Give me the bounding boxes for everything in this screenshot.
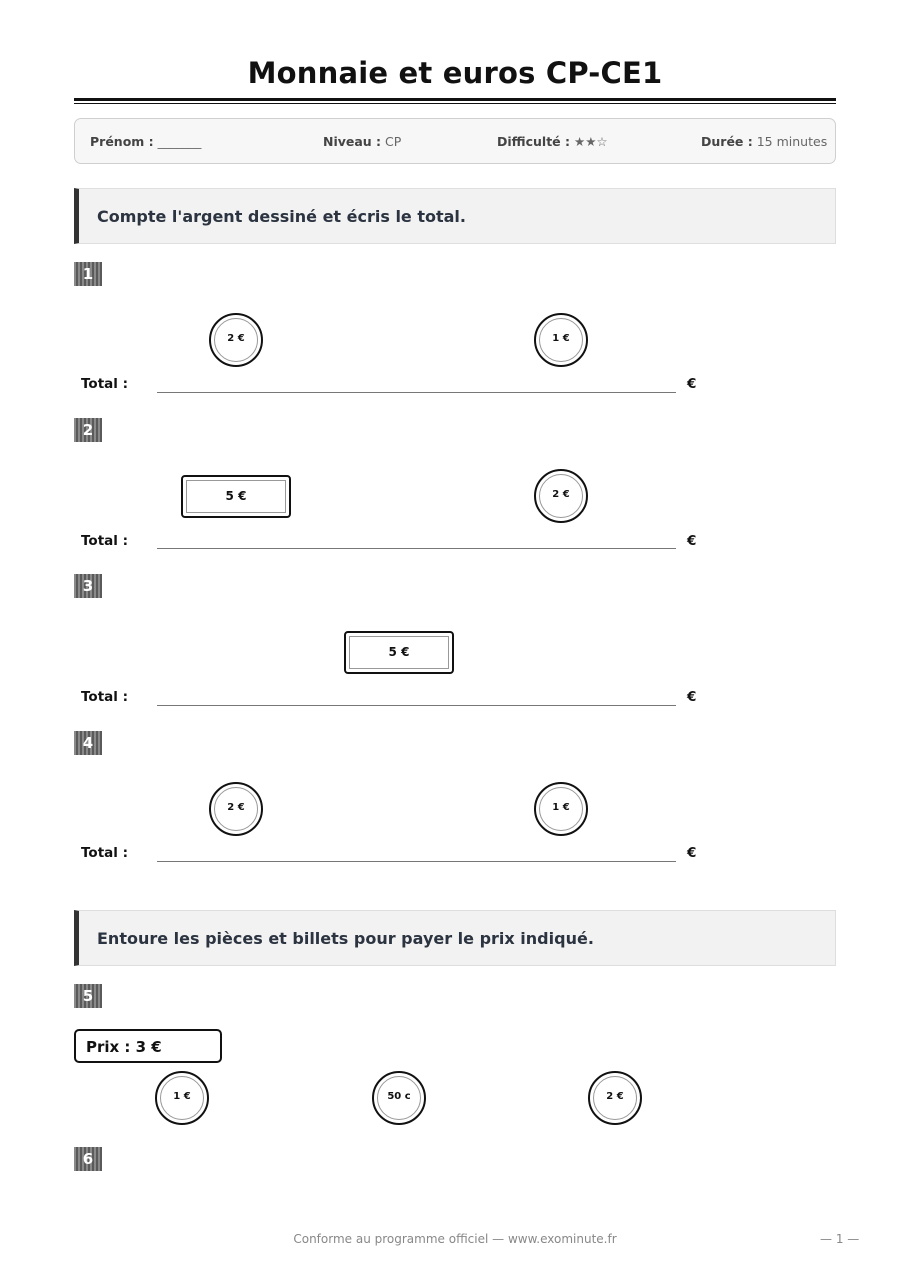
info-duree <box>701 134 827 149</box>
section-instruction <box>74 188 836 244</box>
coin <box>534 469 588 523</box>
bill-label: 5 € <box>388 645 410 659</box>
info-box <box>74 118 836 164</box>
coin <box>209 782 263 836</box>
duree-value: 15 minutes <box>756 134 828 149</box>
title-rule <box>74 98 836 101</box>
price-label: Prix : 3 € <box>86 1038 162 1056</box>
total-unit: € <box>687 689 697 705</box>
exercise-number: 5 <box>74 984 102 1008</box>
bill <box>344 631 454 674</box>
total-unit: € <box>687 376 697 392</box>
exercise-number: 4 <box>74 731 102 755</box>
title-rule-thin <box>74 103 836 104</box>
exercise-number: 2 <box>74 418 102 442</box>
difficulte-label: Difficulté : <box>497 134 570 149</box>
coin[interactable] <box>155 1071 209 1125</box>
coin-label: 1 € <box>173 1091 191 1102</box>
coin-label: 50 c <box>387 1091 411 1102</box>
total-label: Total : <box>81 533 128 549</box>
total-answer-line[interactable] <box>157 548 676 549</box>
info-prenom[interactable] <box>90 134 201 149</box>
prenom-value: _______ <box>157 134 202 149</box>
coin-label: 2 € <box>552 489 570 500</box>
section-instruction-text: Compte l'argent dessiné et écris le total. <box>97 207 466 226</box>
total-answer-line[interactable] <box>157 705 676 706</box>
bill <box>181 475 291 518</box>
coin[interactable] <box>372 1071 426 1125</box>
coin-label: 2 € <box>227 802 245 813</box>
price-box <box>74 1029 222 1063</box>
info-difficulte <box>497 134 608 149</box>
total-answer-line[interactable] <box>157 392 676 393</box>
niveau-label: Niveau : <box>323 134 382 149</box>
coin-label: 2 € <box>227 333 245 344</box>
exercise-number: 6 <box>74 1147 102 1171</box>
coin-label: 1 € <box>552 802 570 813</box>
bill-label: 5 € <box>225 489 247 503</box>
total-label: Total : <box>81 376 128 392</box>
total-label: Total : <box>81 845 128 861</box>
footer-text: Conforme au programme officiel — www.exominute.fr <box>293 1232 617 1246</box>
niveau-value: CP <box>385 134 402 149</box>
coin-label: 2 € <box>606 1091 624 1102</box>
exercise-number: 3 <box>74 574 102 598</box>
section-instruction-text: Entoure les pièces et billets pour payer le prix indiqué. <box>97 929 594 948</box>
exercise-number: 1 <box>74 262 102 286</box>
page-title: Monnaie et euros CP-CE1 <box>247 56 663 90</box>
page-number: — 1 — <box>820 1232 860 1246</box>
total-answer-line[interactable] <box>157 861 676 862</box>
total-unit: € <box>687 533 697 549</box>
prenom-label: Prénom : <box>90 134 154 149</box>
coin[interactable] <box>588 1071 642 1125</box>
coin <box>209 313 263 367</box>
coin <box>534 313 588 367</box>
coin <box>534 782 588 836</box>
coin-label: 1 € <box>552 333 570 344</box>
duree-label: Durée : <box>701 134 753 149</box>
total-label: Total : <box>81 689 128 705</box>
difficulte-stars: ★★☆ <box>573 134 608 149</box>
section-instruction <box>74 910 836 966</box>
total-unit: € <box>687 845 697 861</box>
info-niveau <box>323 134 401 149</box>
